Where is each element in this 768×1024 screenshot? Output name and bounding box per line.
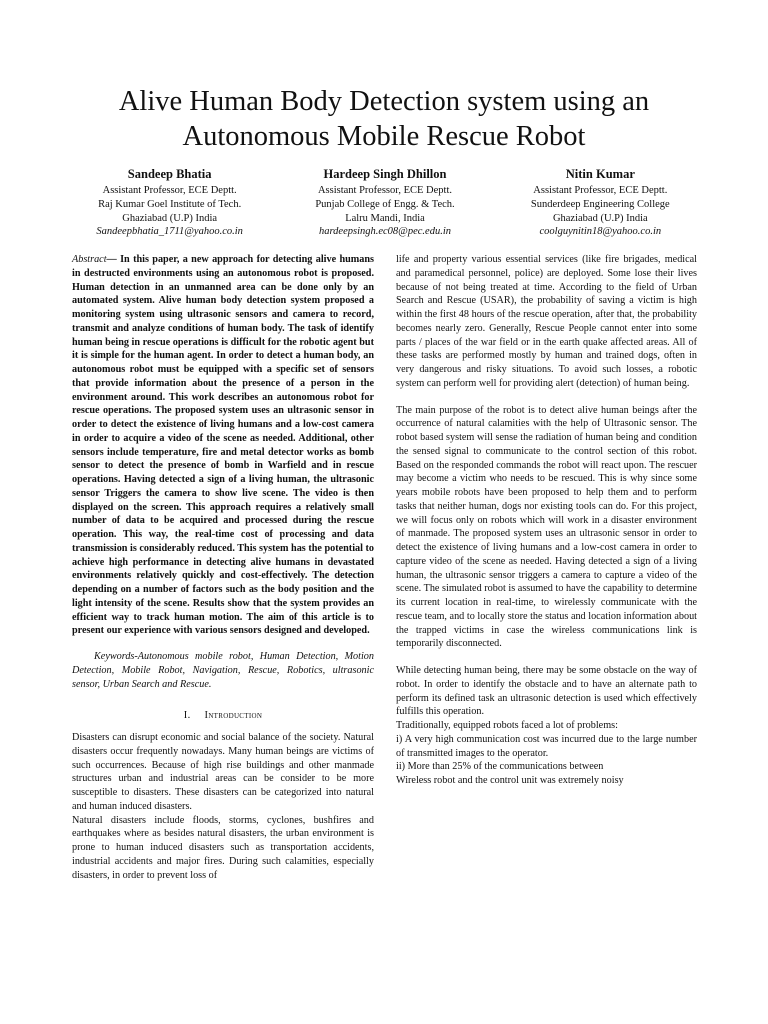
- body-paragraph: Traditionally, equipped robots faced a lot of problems:: [396, 720, 618, 731]
- body-paragraph: The main purpose of the robot is to detect alive human beings after the occurrence of natural calamities with the help of Ultrasonic sensor. The robot based system will sense the radiation of human being and condition the sensed signal to communicate to the control section of this robot. Based on the responded commands the robot will react upon. The rescuer may become a victim who needs to be rescued. This is why since some years mobile robots have been proposed to help them and to perform tasks that neither human, dogs nor existing tools can do. For this project, we will focus only on robots which will work in a disaster environment of manmade. The proposed system uses an ultrasonic sensor in order to detect the existence of living humans and a low-cost camera in order to capture video of the scene as needed. Having detected a sign of a living human, the ultrasonic sensor triggers a camera to capture a video of the scene. The simulated robot is assumed to have the capability to determine its current location in real-time, to wirelessly communicate with the rescue team, and to locally store the status and location information about the trapped victims in case the wireless communications link is temporarily disconnected.: [396, 404, 697, 650]
- body-paragraph: While detecting human being, there may be some obstacle on the way of robot. In order to identify the obstacle and to have an alternate path to perform its defined task an ultrasonic detection is used which effectively fulfills this operation.: [396, 665, 697, 718]
- author-position: Assistant Professor, ECE Deptt.: [317, 185, 452, 196]
- intro-paragraph: Natural disasters include floods, storms, cyclones, bushfires and earthquakes where as besides natural disasters, the urban environment is prone to human induced disasters such as transportation accidents, industrial accidents and major fires. During such calamities, especially disasters, in order to prevent loss of: [72, 814, 374, 881]
- author-1: [62, 166, 277, 239]
- body-paragraph: life and property various essential services (like fire brigades, medical and paramedical personnel, police) are deployed. Some lose their lives because of not being treated at time. According to the field of Urban Search and Rescue (USAR), the probability of saving a victim is high within the first 48 hours of the rescue operation, after that, the probability becomes nearly zero. Generally, Rescue People cannot enter into some parts / places of the war field or in the earth quake affected areas. All of these tasks are performed mostly by human and trained dogs, often in very dangerous and risky situations. To avoid such losses, a robotic system can perform well for providing alert (detection) of human being.: [396, 254, 697, 389]
- body-paragraph: Wireless robot and the control unit was extremely noisy: [396, 775, 624, 786]
- author-email: coolguynitin18@yahoo.co.in: [539, 226, 662, 238]
- keywords: Keywords-Autonomous mobile robot, Human Detection, Motion Detection, Mobile Robot, Navigation, Rescue, Robotics, ultrasonic sensor, Urban Search and Rescue.: [72, 651, 374, 690]
- abstract-text: In this paper, a new approach for detecting alive humans in destructed environments using an autonomous robot is proposed. Human detection in an unmanned area can be done only by an automated system. Alive human body detection system proposed a monitoring system using ultrasonic sensors and camera to record, transmit and analyze conditions of human body. The task of identify human being in rescue operations is difficult for the robotic agent but it is simple for the human agent. In order to detect a human body, an autonomous robot must be equipped with a specific set of sensors that provide information about the presence of a person in the environment around. This work describes an autonomous robot for rescue operations. The proposed system uses an ultrasonic sensor in order to detect the existence of living humans and a low-cost camera in order to acquire a video of the scene as needed. Additional, other sensors include temperature, fire and metal detector works as bomb sensor to detect the presence of bomb in Warfield and in rescue operations. Having detected a sign of a living human, the ultrasonic sensor Triggers the camera to show live scene. The video is then displayed on the screen. This approach requires a relatively small number of data to be acquired and processed during the rescue operation. This way, the real-time cost of processing and data transmission is considerably reduced. This system has the potential to achieve high performance in detecting alive humans in devastated environments relatively quickly and cost-effectively. The detection depending on a number of factors such as the body position and the light intensity of the scene. Results show that the system provides an efficient way to track human motion. The aim of this article is to present our experience with various sensors designed and developed.: [72, 254, 374, 637]
- author-email: hardeepsingh.ec08@pec.edu.in: [318, 226, 451, 238]
- list-item: ii) More than 25% of the communications between: [396, 761, 604, 773]
- list-item: i) A very high communication cost was incurred due to the large number of transmitted images to the operator.: [396, 733, 697, 759]
- section-title: Introduction: [204, 710, 263, 722]
- author-block: [62, 166, 708, 239]
- author-name: Nitin Kumar: [565, 167, 635, 181]
- intro-paragraph: Disasters can disrupt economic and social balance of the society. Natural disasters occur frequently nowadays. Many human beings are victims of such occurrences. Because of high rise buildings and other manmade structures urban and industrial areas can be consider to be more susceptible to disasters. These disasters can be categorized into natural and human induced disasters.: [72, 732, 374, 812]
- section-heading-introduction: [72, 709, 374, 723]
- author-location: Ghaziabad (U.P) India: [552, 212, 648, 224]
- author-affiliation: Sunderdeep Engineering College: [530, 198, 670, 210]
- author-3: [493, 166, 708, 239]
- left-column: [72, 253, 374, 882]
- abstract-label: Abstract: [72, 254, 107, 265]
- right-column: [396, 253, 697, 788]
- paper-title: Alive Human Body Detection system using an Autonomous Mobile Rescue Robot: [118, 86, 650, 152]
- abstract-dash: —: [106, 254, 121, 265]
- author-affiliation: Punjab College of Engg. & Tech.: [315, 198, 455, 210]
- author-location: Ghaziabad (U.P) India: [122, 212, 218, 224]
- section-number: I.: [183, 710, 191, 722]
- author-position: Assistant Professor, ECE Deptt.: [102, 185, 237, 196]
- author-name: Sandeep Bhatia: [127, 167, 212, 181]
- author-position: Assistant Professor, ECE Deptt.: [533, 185, 668, 196]
- abstract: [72, 253, 374, 638]
- author-email: Sandeepbhatia_1711@yahoo.co.in: [96, 226, 243, 238]
- author-location: Lalru Mandi, India: [345, 212, 425, 224]
- author-2: [277, 166, 492, 239]
- author-name: Hardeep Singh Dhillon: [323, 167, 447, 181]
- author-affiliation: Raj Kumar Goel Institute of Tech.: [98, 198, 242, 210]
